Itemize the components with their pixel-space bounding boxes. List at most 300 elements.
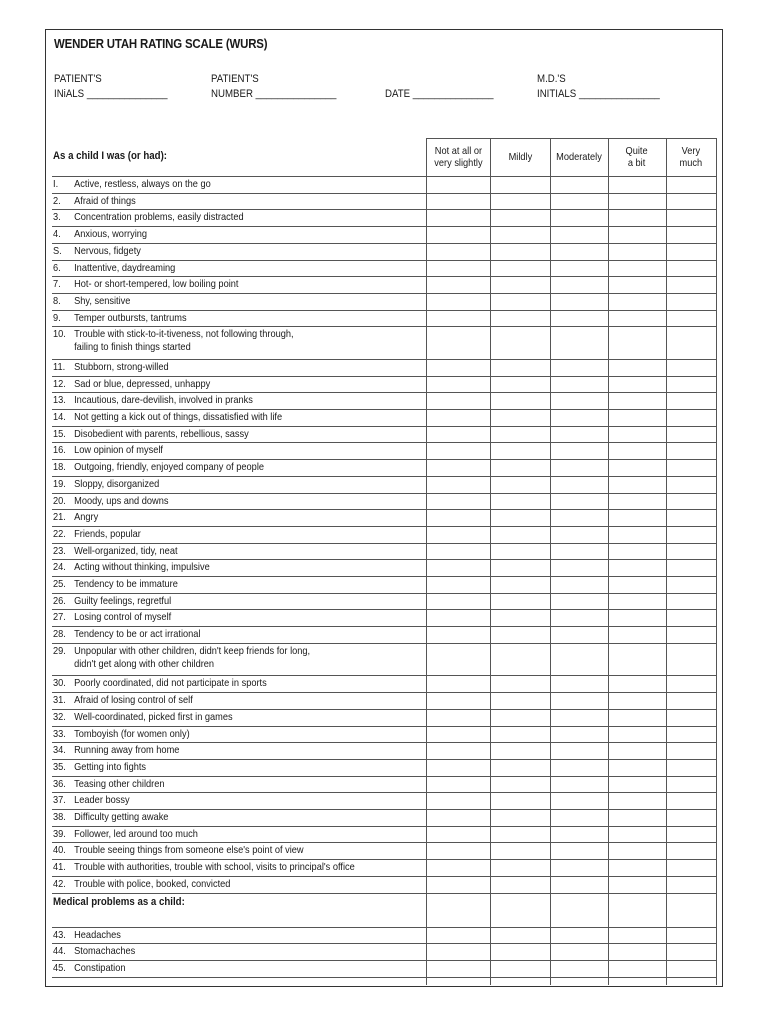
list-item — [53, 677, 267, 690]
rating-cell[interactable] — [550, 276, 608, 293]
rating-cell[interactable] — [550, 593, 608, 610]
list-item — [53, 861, 355, 874]
rating-cell[interactable] — [426, 310, 490, 327]
rating-cell[interactable] — [426, 609, 490, 626]
rating-cell[interactable] — [426, 792, 490, 809]
rating-cell[interactable] — [490, 193, 550, 210]
rating-cell[interactable] — [426, 326, 490, 359]
column-header-label — [508, 151, 532, 163]
md-initials-blank: INITIALS _______________ — [537, 88, 660, 100]
rating-cell[interactable] — [608, 493, 666, 510]
rating-cell[interactable] — [426, 409, 490, 426]
rating-cell[interactable] — [608, 543, 666, 560]
item-text: Tendency to be or act irrational — [74, 628, 201, 641]
rating-cell[interactable] — [550, 293, 608, 310]
list-item — [53, 195, 136, 208]
rating-cell[interactable] — [490, 276, 550, 293]
rating-cell[interactable] — [550, 376, 608, 393]
rating-cell[interactable] — [490, 293, 550, 310]
rating-cell[interactable] — [666, 692, 716, 709]
list-item — [53, 628, 200, 641]
rating-cell[interactable] — [608, 776, 666, 793]
rating-cell[interactable] — [550, 193, 608, 210]
rating-cell[interactable] — [550, 927, 608, 944]
rating-cell[interactable] — [550, 759, 608, 776]
rating-cell[interactable] — [426, 859, 490, 876]
rating-cell[interactable] — [666, 392, 716, 409]
rating-cell[interactable] — [490, 376, 550, 393]
list-item — [53, 878, 230, 891]
rating-cell[interactable] — [550, 876, 608, 893]
item-number: 41. — [53, 861, 66, 874]
rating-cell[interactable] — [550, 359, 608, 376]
rating-cell[interactable] — [426, 960, 490, 977]
rating-cell[interactable] — [426, 392, 490, 409]
rating-cell[interactable] — [666, 509, 716, 526]
rating-cell[interactable] — [608, 927, 666, 944]
column-rule — [490, 138, 491, 985]
rating-cell[interactable] — [608, 792, 666, 809]
rating-cell[interactable] — [666, 759, 716, 776]
rating-cell[interactable] — [666, 709, 716, 726]
column-header — [426, 138, 490, 176]
rating-cell[interactable] — [666, 310, 716, 327]
rating-cell[interactable] — [608, 260, 666, 277]
item-text: Concentration problems, easily distracted — [74, 211, 244, 224]
rating-cell[interactable] — [666, 593, 716, 610]
rating-cell[interactable] — [490, 326, 550, 359]
rating-cell[interactable] — [608, 675, 666, 692]
rating-cell[interactable] — [550, 226, 608, 243]
rating-cell[interactable] — [426, 559, 490, 576]
rating-cell[interactable] — [550, 209, 608, 226]
rating-cell[interactable] — [666, 359, 716, 376]
rating-cell[interactable] — [426, 493, 490, 510]
rating-cell[interactable] — [550, 826, 608, 843]
rating-cell[interactable] — [608, 426, 666, 443]
rating-cell[interactable] — [490, 792, 550, 809]
list-item — [53, 945, 135, 958]
column-rule — [426, 138, 427, 985]
rating-cell[interactable] — [550, 543, 608, 560]
rating-cell[interactable] — [666, 426, 716, 443]
item-text: Sad or blue, depressed, unhappy — [74, 377, 211, 390]
rating-cell[interactable] — [426, 476, 490, 493]
rating-cell[interactable] — [666, 459, 716, 476]
rating-cell[interactable] — [550, 626, 608, 643]
item-number: 44. — [53, 945, 66, 958]
rating-cell[interactable] — [490, 692, 550, 709]
rating-cell[interactable] — [666, 293, 716, 310]
list-item — [53, 495, 168, 508]
rating-cell[interactable] — [426, 260, 490, 277]
rating-cell[interactable] — [666, 543, 716, 560]
rating-cell[interactable] — [550, 859, 608, 876]
rating-cell[interactable] — [666, 776, 716, 793]
rating-cell[interactable] — [608, 293, 666, 310]
item-text: Low opinion of myself — [74, 444, 163, 457]
rating-cell[interactable] — [426, 709, 490, 726]
rating-cell[interactable] — [490, 593, 550, 610]
rating-cell[interactable] — [490, 459, 550, 476]
rating-cell[interactable] — [608, 359, 666, 376]
item-text: Active, restless, always on the go — [74, 178, 211, 190]
rating-cell[interactable] — [426, 742, 490, 759]
rating-cell[interactable] — [608, 726, 666, 743]
rating-cell[interactable] — [490, 859, 550, 876]
date-field[interactable] — [385, 87, 494, 102]
rating-cell[interactable] — [550, 409, 608, 426]
rating-cell[interactable] — [490, 675, 550, 692]
rating-cell[interactable] — [426, 226, 490, 243]
rating-cell[interactable] — [550, 726, 608, 743]
rating-cell[interactable] — [550, 643, 608, 676]
rating-cell[interactable] — [608, 859, 666, 876]
rating-cell[interactable] — [608, 559, 666, 576]
rating-cell[interactable] — [490, 776, 550, 793]
rating-cell[interactable] — [550, 260, 608, 277]
rating-cell[interactable] — [426, 626, 490, 643]
rating-cell[interactable] — [426, 776, 490, 793]
rating-cell[interactable] — [550, 426, 608, 443]
item-text: Not getting a kick out of things, dissatisfied with life — [74, 411, 283, 423]
rating-cell[interactable] — [550, 960, 608, 977]
item-number: 40. — [53, 844, 66, 857]
rating-cell[interactable] — [426, 842, 490, 859]
rating-cell[interactable] — [608, 276, 666, 293]
rating-cell[interactable] — [426, 426, 490, 443]
item-number: 7. — [53, 278, 61, 291]
rating-cell[interactable] — [608, 643, 666, 676]
md-initials-field[interactable] — [537, 72, 660, 102]
rating-cell[interactable] — [550, 709, 608, 726]
list-item — [53, 778, 165, 791]
rating-cell[interactable] — [608, 759, 666, 776]
item-text: Stubborn, strong-willed — [74, 360, 169, 373]
rating-cell[interactable] — [608, 576, 666, 593]
item-text: Tendency to be immature — [74, 578, 178, 590]
rating-cell[interactable] — [490, 643, 550, 676]
rating-cell[interactable] — [426, 359, 490, 376]
patient-initials-blank: INiALS _______________ — [54, 88, 168, 100]
rating-cell[interactable] — [608, 243, 666, 260]
rating-cell[interactable] — [550, 576, 608, 593]
item-number: 26. — [53, 594, 66, 607]
rating-cell[interactable] — [666, 842, 716, 859]
rating-cell[interactable] — [608, 742, 666, 759]
rating-cell[interactable] — [490, 609, 550, 626]
item-text: Constipation — [74, 961, 126, 974]
rating-cell[interactable] — [490, 927, 550, 944]
list-item — [53, 328, 294, 354]
rating-cell[interactable] — [608, 476, 666, 493]
list-item — [53, 578, 178, 591]
rating-cell[interactable] — [666, 792, 716, 809]
rating-cell[interactable] — [666, 643, 716, 676]
rating-cell[interactable] — [426, 759, 490, 776]
rating-cell[interactable] — [666, 675, 716, 692]
rating-cell[interactable] — [490, 243, 550, 260]
item-number: 31. — [53, 694, 66, 707]
rating-cell[interactable] — [666, 576, 716, 593]
rating-cell[interactable] — [608, 310, 666, 327]
rating-cell[interactable] — [490, 426, 550, 443]
rating-cell[interactable] — [426, 826, 490, 843]
rating-cell[interactable] — [666, 609, 716, 626]
rating-cell[interactable] — [666, 193, 716, 210]
rating-cell[interactable] — [608, 326, 666, 359]
rating-cell[interactable] — [550, 609, 608, 626]
rating-cell[interactable] — [490, 943, 550, 960]
item-text: Incautious, dare-devilish, involved in pranks — [74, 394, 253, 407]
rating-cell[interactable] — [426, 576, 490, 593]
rating-cell[interactable] — [550, 742, 608, 759]
rating-cell[interactable] — [490, 543, 550, 560]
rating-cell[interactable] — [490, 442, 550, 459]
rating-cell[interactable] — [608, 459, 666, 476]
rating-cell[interactable] — [608, 376, 666, 393]
rating-cell[interactable] — [666, 559, 716, 576]
rating-cell[interactable] — [666, 626, 716, 643]
rating-cell[interactable] — [426, 243, 490, 260]
list-item — [53, 278, 238, 291]
rating-cell[interactable] — [608, 626, 666, 643]
list-item — [53, 711, 233, 724]
item-text: Trouble with police, booked, convicted — [74, 877, 231, 890]
rating-cell[interactable] — [550, 675, 608, 692]
rating-cell[interactable] — [608, 943, 666, 960]
rating-cell[interactable] — [490, 260, 550, 277]
rating-cell[interactable] — [426, 193, 490, 210]
rating-cell[interactable] — [426, 459, 490, 476]
rating-cell[interactable] — [666, 943, 716, 960]
rating-cell[interactable] — [608, 809, 666, 826]
patient-number-field[interactable] — [211, 72, 336, 102]
list-item — [53, 595, 171, 608]
rating-cell[interactable] — [426, 276, 490, 293]
rating-cell[interactable] — [608, 709, 666, 726]
rating-cell[interactable] — [490, 226, 550, 243]
rating-cell[interactable] — [550, 559, 608, 576]
item-number: 22. — [53, 527, 66, 540]
column-header-line: very slightly — [433, 157, 483, 169]
rating-cell[interactable] — [666, 243, 716, 260]
list-item — [53, 245, 141, 258]
patient-initials-field[interactable] — [54, 72, 168, 102]
rating-cell[interactable] — [490, 842, 550, 859]
rating-cell[interactable] — [550, 476, 608, 493]
rating-cell[interactable] — [550, 509, 608, 526]
rating-cell[interactable] — [666, 526, 716, 543]
rating-cell[interactable] — [608, 826, 666, 843]
rating-cell[interactable] — [426, 726, 490, 743]
rating-cell[interactable] — [426, 809, 490, 826]
rating-cell[interactable] — [490, 742, 550, 759]
rating-cell[interactable] — [666, 176, 716, 193]
rating-cell[interactable] — [666, 476, 716, 493]
list-item — [53, 811, 168, 824]
rating-cell[interactable] — [490, 709, 550, 726]
list-item — [53, 962, 125, 975]
rating-cell[interactable] — [608, 193, 666, 210]
rating-cell[interactable] — [666, 209, 716, 226]
rating-cell[interactable] — [666, 859, 716, 876]
item-number: 23. — [53, 544, 66, 557]
rating-cell[interactable] — [490, 409, 550, 426]
date-blank: DATE _______________ — [385, 88, 494, 100]
item-number: 28. — [53, 628, 66, 641]
rating-cell[interactable] — [666, 326, 716, 359]
list-item — [53, 744, 179, 757]
rating-cell[interactable] — [490, 359, 550, 376]
column-rule — [666, 138, 667, 985]
rating-cell[interactable] — [666, 226, 716, 243]
rating-cell[interactable] — [666, 260, 716, 277]
rating-cell[interactable] — [550, 493, 608, 510]
list-item — [53, 511, 98, 524]
rating-cell[interactable] — [426, 376, 490, 393]
rating-cell[interactable] — [608, 842, 666, 859]
rating-cell[interactable] — [666, 876, 716, 893]
rating-cell[interactable] — [550, 776, 608, 793]
rating-cell[interactable] — [666, 493, 716, 510]
rating-cell[interactable] — [490, 209, 550, 226]
rating-cell[interactable] — [490, 960, 550, 977]
rating-cell[interactable] — [608, 226, 666, 243]
rating-cell[interactable] — [550, 459, 608, 476]
rating-cell[interactable] — [550, 392, 608, 409]
item-text: Teasing other children — [74, 777, 165, 790]
column-header-label — [556, 151, 602, 163]
rating-cell[interactable] — [550, 842, 608, 859]
list-item — [53, 178, 211, 191]
column-header — [666, 138, 716, 176]
rating-cell[interactable] — [666, 726, 716, 743]
item-text: Sloppy, disorganized — [74, 477, 160, 490]
item-number: 6. — [53, 261, 61, 274]
rating-cell[interactable] — [426, 442, 490, 459]
rating-cell[interactable] — [426, 643, 490, 676]
list-item — [53, 394, 253, 407]
item-text: Trouble with authorities, trouble with school, visits to principal's office — [74, 861, 355, 874]
row-rule — [52, 977, 716, 978]
column-header-line: a bit — [628, 157, 646, 169]
rating-cell[interactable] — [608, 442, 666, 459]
item-text: Trouble seeing things from someone else's point of view — [74, 844, 304, 857]
rating-cell[interactable] — [666, 742, 716, 759]
rating-cell[interactable] — [608, 593, 666, 610]
rating-cell[interactable] — [426, 927, 490, 944]
md-initials-label: M.D.'S — [537, 73, 566, 85]
rating-cell[interactable] — [550, 692, 608, 709]
rating-cell[interactable] — [490, 526, 550, 543]
rating-cell[interactable] — [490, 876, 550, 893]
item-text: Losing control of myself — [74, 611, 172, 624]
rating-cell[interactable] — [490, 726, 550, 743]
rating-cell[interactable] — [426, 509, 490, 526]
rating-cell[interactable] — [426, 526, 490, 543]
rating-cell[interactable] — [666, 809, 716, 826]
section-label-childhood: As a child I was (or had): — [53, 150, 168, 162]
rating-cell[interactable] — [490, 509, 550, 526]
rating-cell[interactable] — [490, 809, 550, 826]
rating-cell[interactable] — [426, 176, 490, 193]
rating-cell[interactable] — [490, 392, 550, 409]
rating-cell[interactable] — [550, 526, 608, 543]
list-item — [53, 545, 178, 558]
rating-cell[interactable] — [608, 509, 666, 526]
rating-cell[interactable] — [666, 376, 716, 393]
rating-cell[interactable] — [550, 943, 608, 960]
rating-cell[interactable] — [608, 526, 666, 543]
rating-cell[interactable] — [490, 559, 550, 576]
item-number: 12. — [53, 377, 66, 390]
rating-cell[interactable] — [608, 609, 666, 626]
rating-cell[interactable] — [608, 209, 666, 226]
rating-cell[interactable] — [490, 476, 550, 493]
item-number: 29. — [53, 644, 66, 657]
rating-cell[interactable] — [550, 792, 608, 809]
rating-cell[interactable] — [426, 593, 490, 610]
item-text: Stomachaches — [74, 945, 136, 958]
rating-cell[interactable] — [490, 310, 550, 327]
rating-cell[interactable] — [608, 960, 666, 977]
rating-cell[interactable] — [666, 442, 716, 459]
item-number: 16. — [53, 444, 66, 457]
rating-cell[interactable] — [608, 176, 666, 193]
list-item — [53, 561, 210, 574]
rating-cell[interactable] — [608, 392, 666, 409]
item-number: 35. — [53, 760, 66, 773]
rating-cell[interactable] — [666, 409, 716, 426]
rating-cell[interactable] — [550, 243, 608, 260]
rating-cell[interactable] — [550, 326, 608, 359]
item-number: 8. — [53, 294, 61, 307]
rating-cell[interactable] — [608, 409, 666, 426]
rating-cell[interactable] — [490, 759, 550, 776]
rating-cell[interactable] — [426, 876, 490, 893]
rating-cell[interactable] — [490, 176, 550, 193]
rating-cell[interactable] — [666, 960, 716, 977]
rating-cell[interactable] — [550, 442, 608, 459]
rating-cell[interactable] — [666, 276, 716, 293]
rating-cell[interactable] — [666, 826, 716, 843]
rating-cell[interactable] — [550, 176, 608, 193]
rating-cell[interactable] — [608, 876, 666, 893]
rating-cell[interactable] — [426, 209, 490, 226]
rating-cell[interactable] — [490, 826, 550, 843]
item-text: Nervous, fidgety — [74, 244, 141, 257]
list-item — [53, 461, 264, 474]
item-text: Unpopular with other children, didn't keep friends for long, — [74, 644, 311, 657]
rating-cell[interactable] — [490, 626, 550, 643]
rating-cell[interactable] — [426, 675, 490, 692]
rating-cell[interactable] — [490, 493, 550, 510]
list-item — [53, 262, 175, 275]
rating-cell[interactable] — [490, 576, 550, 593]
rating-cell[interactable] — [426, 692, 490, 709]
rating-cell[interactable] — [426, 943, 490, 960]
rating-cell[interactable] — [426, 543, 490, 560]
rating-cell[interactable] — [550, 310, 608, 327]
item-number: 20. — [53, 494, 66, 507]
rating-cell[interactable] — [426, 293, 490, 310]
rating-cell[interactable] — [550, 809, 608, 826]
rating-cell[interactable] — [666, 927, 716, 944]
column-header-label — [434, 145, 482, 169]
rating-cell[interactable] — [608, 692, 666, 709]
item-number: 38. — [53, 811, 66, 823]
